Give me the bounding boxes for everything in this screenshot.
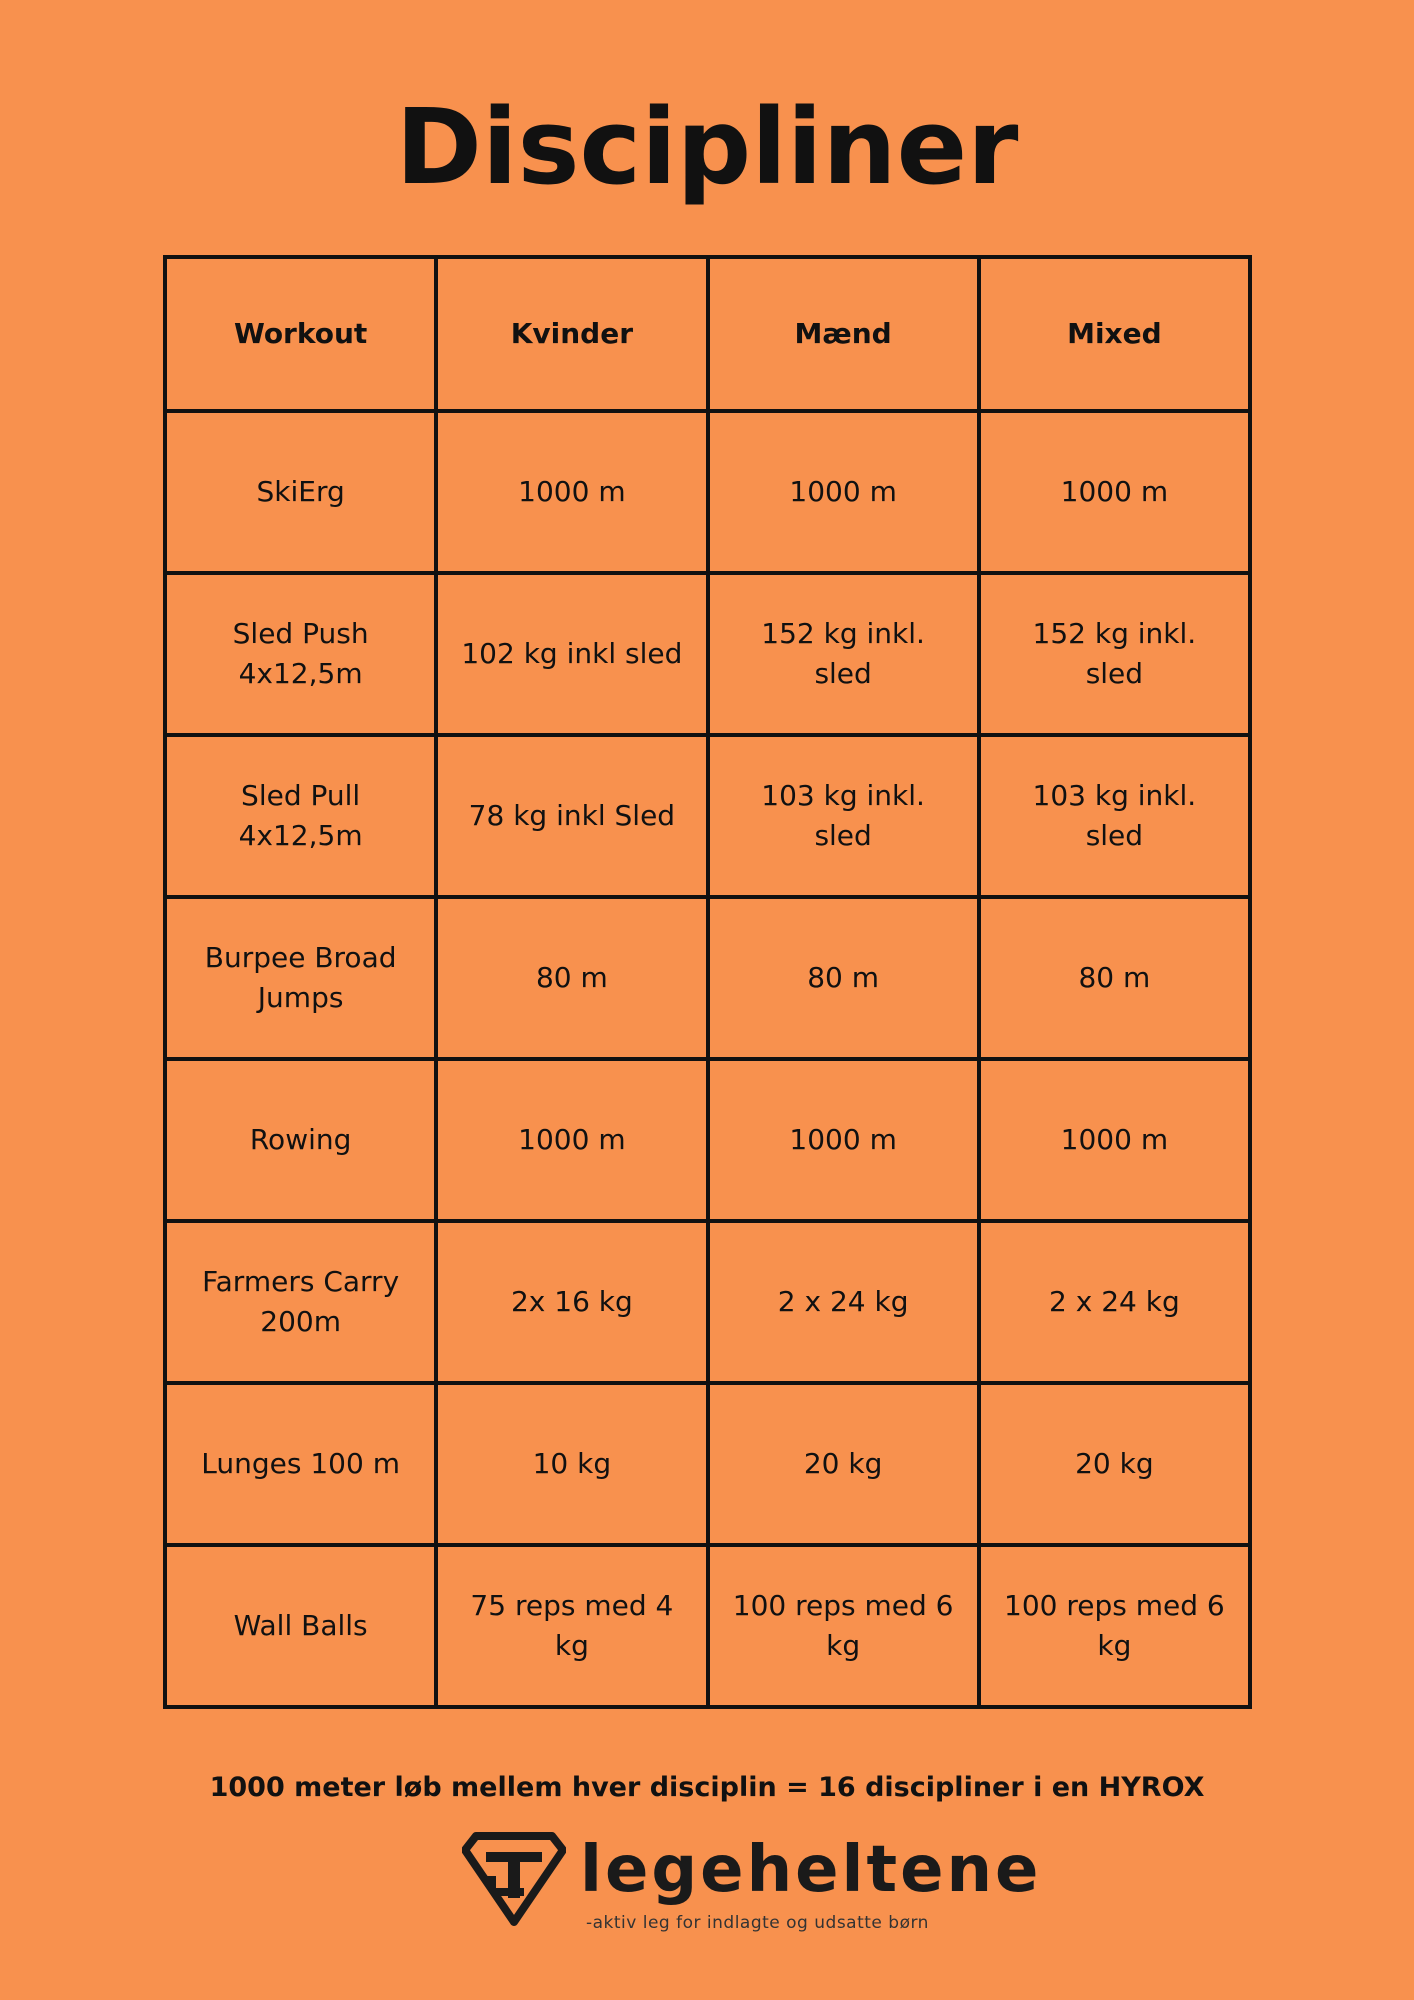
kvinder-cell: 2x 16 kg (436, 1221, 707, 1383)
logo-tagline: -aktiv leg for indlagte og udsatte børn (586, 1913, 929, 1933)
maend-cell: 103 kg inkl. sled (708, 735, 979, 897)
table-row (165, 1221, 1250, 1383)
kvinder-cell: 80 m (436, 897, 707, 1059)
header-workout: Workout (165, 257, 436, 411)
header-maend: Mænd (708, 257, 979, 411)
legeheltene-logo (462, 1830, 1042, 1940)
maend-cell: 2 x 24 kg (708, 1221, 979, 1383)
table-row (165, 897, 1250, 1059)
mixed-cell: 1000 m (979, 1059, 1250, 1221)
mixed-cell: 100 reps med 6 kg (979, 1545, 1250, 1707)
workout-cell: Farmers Carry 200m (165, 1221, 436, 1383)
table-header-row (165, 257, 1250, 411)
workout-cell: SkiErg (165, 411, 436, 573)
table-row (165, 573, 1250, 735)
kvinder-cell: 75 reps med 4 kg (436, 1545, 707, 1707)
kvinder-cell: 102 kg inkl sled (436, 573, 707, 735)
maend-cell: 152 kg inkl. sled (708, 573, 979, 735)
workout-cell: Burpee Broad Jumps (165, 897, 436, 1059)
kvinder-cell: 1000 m (436, 1059, 707, 1221)
page-title: Discipliner (395, 86, 1019, 208)
table-row (165, 1059, 1250, 1221)
mixed-cell: 20 kg (979, 1383, 1250, 1545)
superhero-shield-icon (462, 1832, 566, 1926)
workout-cell: Sled Push 4x12,5m (165, 573, 436, 735)
mixed-cell: 152 kg inkl. sled (979, 573, 1250, 735)
maend-cell: 1000 m (708, 411, 979, 573)
kvinder-cell: 78 kg inkl Sled (436, 735, 707, 897)
maend-cell: 20 kg (708, 1383, 979, 1545)
mixed-cell: 1000 m (979, 411, 1250, 573)
kvinder-cell: 10 kg (436, 1383, 707, 1545)
table-row (165, 411, 1250, 573)
workout-cell: Rowing (165, 1059, 436, 1221)
kvinder-cell: 1000 m (436, 411, 707, 573)
table-row (165, 735, 1250, 897)
table-row (165, 1383, 1250, 1545)
maend-cell: 100 reps med 6 kg (708, 1545, 979, 1707)
maend-cell: 1000 m (708, 1059, 979, 1221)
logo-name: legeheltene (580, 1833, 1042, 1907)
workout-cell: Sled Pull 4x12,5m (165, 735, 436, 897)
disciplines-table (163, 255, 1252, 1709)
maend-cell: 80 m (708, 897, 979, 1059)
mixed-cell: 103 kg inkl. sled (979, 735, 1250, 897)
table-row (165, 1545, 1250, 1707)
mixed-cell: 80 m (979, 897, 1250, 1059)
header-kvinder: Kvinder (436, 257, 707, 411)
workout-cell: Wall Balls (165, 1545, 436, 1707)
mixed-cell: 2 x 24 kg (979, 1221, 1250, 1383)
header-mixed: Mixed (979, 257, 1250, 411)
footer-note: 1000 meter løb mellem hver disciplin = 16 discipliner i en HYROX (209, 1772, 1205, 1803)
workout-cell: Lunges 100 m (165, 1383, 436, 1545)
